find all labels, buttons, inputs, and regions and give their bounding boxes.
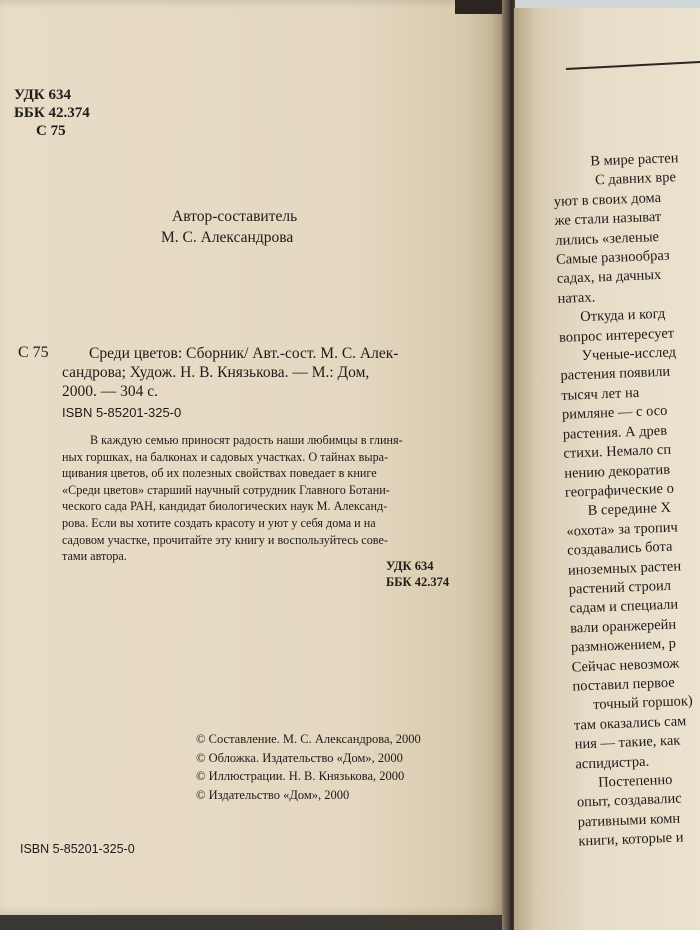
text-line: опыт, создавалис <box>576 790 683 811</box>
text-line: стихи. Немало сп <box>563 441 672 462</box>
text-line: поставил первое <box>572 674 675 695</box>
text-line: нению декоратив <box>563 461 671 482</box>
classification-codes-bottom <box>386 558 449 590</box>
annotation-line: садовом участке, прочитайте эту книгу и воспользуйтесь сове- <box>62 532 388 547</box>
header-rule <box>566 61 700 70</box>
text-line: растений строил <box>568 577 672 598</box>
text-line: В мире растен <box>590 150 679 170</box>
biblio-line: 2000. — 304 с. <box>62 383 159 400</box>
text-line: римляне — с осо <box>561 403 668 424</box>
bbk-code-bottom: ББК 42.374 <box>386 575 450 589</box>
text-line: садам и специали <box>569 596 679 618</box>
text-line: лились «зеленые <box>555 228 660 249</box>
text-line: иноземных растен <box>567 557 682 579</box>
text-line: книги, которые и <box>578 829 684 850</box>
text-line: точный горшок) <box>592 693 694 714</box>
author-name: М. С. Александрова <box>161 229 294 246</box>
text-line: аспидистра. <box>575 753 650 773</box>
text-line: же стали называт <box>554 209 662 230</box>
copyright-line: © Обложка. Издательство «Дом», 2000 <box>196 750 403 765</box>
text-line: С давних вре <box>594 169 677 189</box>
author-mark: С 75 <box>36 123 66 139</box>
classification-codes <box>14 86 90 140</box>
text-line: Самые разнообраз <box>555 247 670 268</box>
text-line: вали оранжерейн <box>569 616 677 637</box>
udk-code-bottom: УДК 634 <box>386 559 434 573</box>
text-line: Постепенно <box>597 771 673 791</box>
author-role: Автор-составитель <box>172 208 298 225</box>
text-line: Ученые-исслед <box>581 344 677 365</box>
text-line: там оказались сам <box>573 713 687 734</box>
text-line: растения появили <box>560 364 671 385</box>
copyright-line: © Издательство «Дом», 2000 <box>196 787 350 802</box>
annotation-line: В каждую семью приносят радость наши любимцы в глиня- <box>90 433 403 447</box>
index-mark: С 75 <box>18 344 49 361</box>
annotation-line: ческого сада РАН, кандидат биологических наук М. Александ- <box>62 499 388 514</box>
right-page-text <box>552 149 700 852</box>
biblio-line: Среди цветов: Сборник/ Авт.-сост. М. С. Алек- <box>89 345 399 362</box>
text-line: ративными комн <box>577 810 681 831</box>
copyright-line: © Иллюстрации. Н. В. Князькова, 2000 <box>196 769 405 783</box>
udk-code: УДК 634 <box>14 87 71 103</box>
text-line: ния — такие, как <box>574 732 681 753</box>
annotation-line: «Среди цветов» старший научный сотрудник Главного Ботани- <box>62 482 390 497</box>
text-line: Откуда и когд <box>579 306 666 326</box>
annotation <box>62 432 403 565</box>
bibliographic-entry <box>62 344 398 401</box>
text-line: вопрос интересует <box>558 325 675 346</box>
text-line: «охота» за тропич <box>566 519 679 540</box>
text-line: В середине Х <box>587 500 672 520</box>
text-line: создавались бота <box>566 538 673 559</box>
text-line: Сейчас невозмож <box>571 655 680 676</box>
annotation-line: ных горшках, на балконах и садовых участках. О тайнах выра- <box>62 449 389 464</box>
annotation-line: щивания цветов, об их полезных свойствах поведает в книге <box>62 466 377 481</box>
text-line: тысяч лет на <box>560 384 640 404</box>
text-line: растения. А древ <box>562 422 668 443</box>
copyright-block <box>196 730 421 804</box>
bbk-code: ББК 42.374 <box>14 105 90 121</box>
text-line: размножением, р <box>570 635 677 656</box>
text-line: географические о <box>564 480 675 501</box>
annotation-line: тами автора. <box>62 549 127 564</box>
isbn-bottom: ISBN 5-85201-325-0 <box>20 842 135 856</box>
isbn-inner: ISBN 5-85201-325-0 <box>62 405 182 420</box>
right-page <box>514 8 700 930</box>
annotation-line: рова. Если вы хотите создать красоту и уют у себя дома и на <box>62 515 376 530</box>
text-line: уют в своих дома <box>553 189 662 210</box>
biblio-line: сандрова; Худож. Н. В. Князькова. — М.: Дом, <box>62 364 370 381</box>
copyright-line: © Составление. М. С. Александрова, 2000 <box>196 732 421 746</box>
text-line: садах, на дачных <box>556 267 662 288</box>
text-line: натах. <box>557 289 596 307</box>
